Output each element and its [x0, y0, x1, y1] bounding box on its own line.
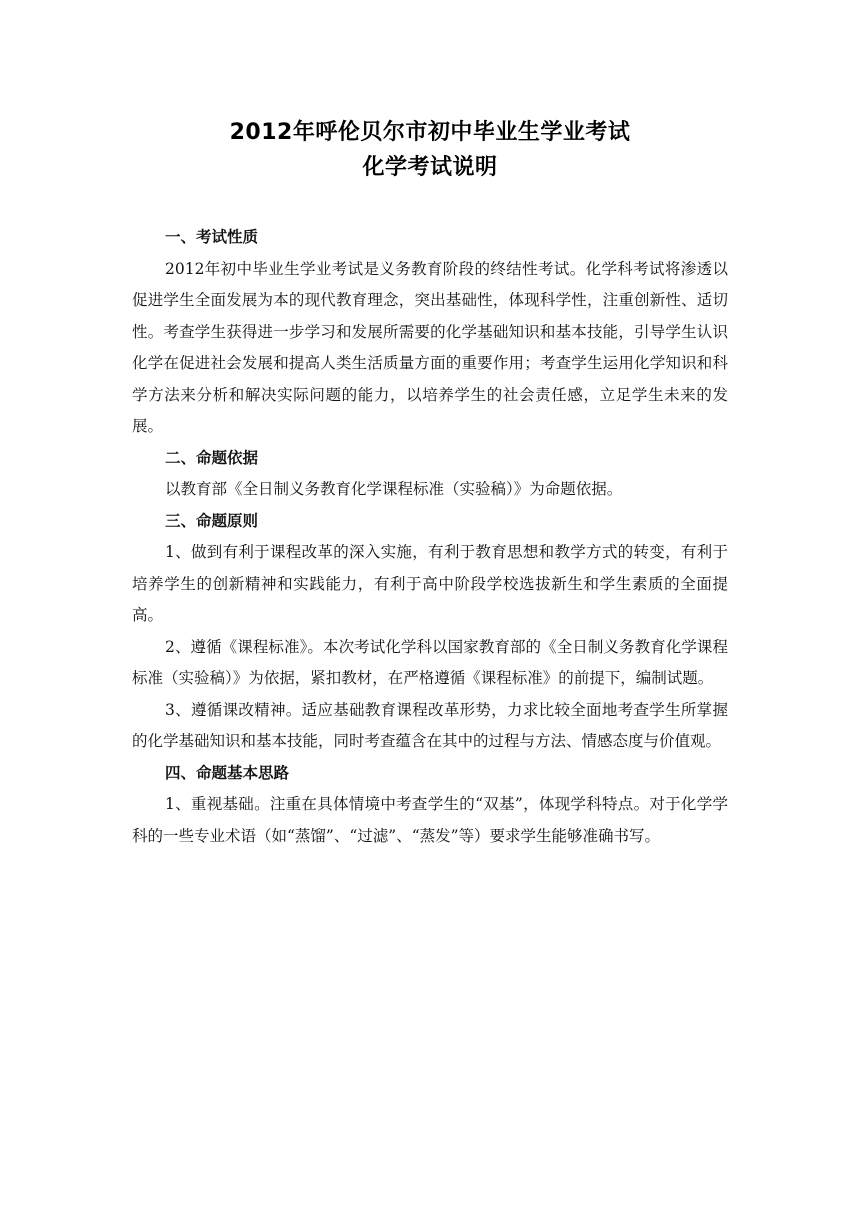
paragraph: 2、遵循《课程标准》。本次考试化学科以国家教育部的《全日制义务教育化学课程标准（实验稿）》为依据，紧扣教材，在严格遵循《课程标准》的前提下，编制试题。	[132, 637, 728, 687]
paragraph: 3、遵循课改精神。适应基础教育课程改革形势，力求比较全面地考查学生所掌握的化学基础知识和基本技能，同时考查蕴含在其中的过程与方法、情感态度与价值观。	[132, 700, 728, 750]
section-heading-exam-nature: 一、考试性质	[165, 228, 259, 246]
section-heading-approach: 四、命题基本思路	[165, 763, 290, 782]
paragraph: 2012年初中毕业生学业考试是义务教育阶段的终结性考试。化学科考试将渗透以促进学生全面发展为本的现代教育理念，突出基础性，体现科学性，注重创新性、适切性。考查学生获得进一步学习和发展所需要的化学基础知识和基本技能，引导学生认识化学在促进社会发展和提高人类生活质量方面的重要作用；考查学生运用化学知识和科学方法来分析和解决实际问题的能力，以培养学生的社会责任感，立足学生未来的发展。	[132, 259, 728, 435]
paragraph: 1、重视基础。注重在具体情境中考查学生的“双基”，体现学科特点。对于化学学科的一些专业术语（如“蒸馏”、“过滤”、“蒸发”等）要求学生能够准确书写。	[132, 795, 728, 845]
document-subtitle: 化学考试说明	[362, 155, 498, 180]
document-title: 2012年呼伦贝尔市初中毕业生学业考试	[229, 120, 631, 145]
paragraph: 以教育部《全日制义务教育化学课程标准（实验稿）》为命题依据。	[165, 480, 623, 498]
section-heading-basis: 二、命题依据	[165, 448, 259, 467]
section-heading-principles: 三、命题原则	[165, 511, 259, 530]
paragraph: 1、做到有利于课程改革的深入实施，有利于教育思想和教学方式的转变，有利于培养学生的创新精神和实践能力，有利于高中阶段学校选拔新生和学生素质的全面提高。	[132, 543, 728, 624]
document-body	[132, 222, 728, 852]
